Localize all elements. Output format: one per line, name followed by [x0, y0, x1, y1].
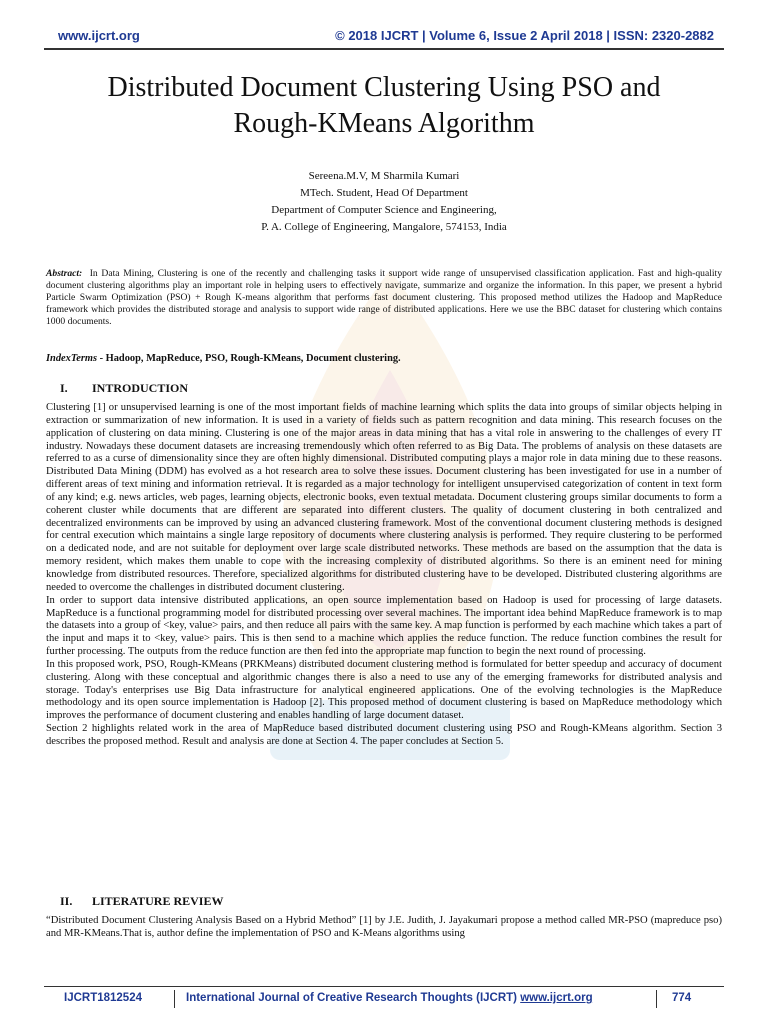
author-roles: MTech. Student, Head Of Department [300, 187, 468, 199]
section-number: II. [60, 894, 73, 908]
footer-journal-link[interactable]: www.ijcrt.org [520, 992, 593, 1004]
author-department: Department of Computer Science and Engineering, [271, 204, 497, 216]
header-divider [44, 48, 724, 50]
section-title: LITERATURE REVIEW [92, 894, 224, 908]
literature-review-body [46, 914, 722, 940]
footer-paper-id: IJCRT1812524 [64, 992, 142, 1004]
intro-paragraph-1: Clustering [1] or unsupervised learning is one of the most important fields of machine learning which splits the data into groups of similar objects helping in extraction or summarization of new information. It is used in a variety of fields such as pattern recognition and data mining. This research focuses on the application of clustering on data mining. Clustering is one of the major areas in data mining that has a vital role in answering to the challenges of every IT industry. Nowadays these document datasets are increasing tremendously which often referred to as Big Data. The problems of analysis on these datasets are referred to as a curse of dimensionality since they are often highly dimensional. Distributed computing plays a major role in data mining due to these reasons. Distributed Data Mining (DDM) has evolved as a hot research area to solve these issues. Document clustering has been investigated for use in a number of different areas of text mining and information retrieval. It is regarded as a major technology for intelligent unsupervised categorization of content in text form of any kind; e.g. news articles, web pages, learning objects, electronic books, even textual metadata. Document clustering groups similar documents to form a coherent cluster while documents that are different are separated into different clusters. The quality of document clustering in both centralized and decentralized environments can be improved by using an advanced clustering framework. Most of the conventional document clustering methods is designed for central execution which maintains a single large repository of documents where clustering analysis is performed. They require clustering to be performed on a dedicated node, and are not suitable for deployment over large scale distributed networks. These methods are based on the assumption that the data is memory resident, which makes them unable to cope with the increasing complexity of distributed algorithms. So there is an eminent need for mining knowledge from distributed resources. Therefore, specialized algorithms for distributed clustering have to be developed. Distributed clustering algorithms are needed to overcome the challenges in distributed document clustering. [46, 402, 722, 593]
lit-paragraph-1: “Distributed Document Clustering Analysis Based on a Hybrid Method” [1] by J.E. Judith, J. Jayakumari propose a method called MR-PSO (mapreduce pso) and MR-KMeans.That is, author define the implementation of PSO and K-Means algorithms using [46, 915, 722, 940]
paper-title-line-1: Distributed Document Clustering Using PSO and [107, 72, 661, 103]
index-terms-list: - Hadoop, MapReduce, PSO, Rough-KMeans, Document clustering. [97, 353, 401, 364]
section-number: I. [60, 381, 68, 395]
section-heading-literature-review [60, 894, 223, 909]
abstract-label: Abstract: [46, 268, 83, 279]
header-site-link[interactable]: www.ijcrt.org [58, 28, 140, 43]
section-title: INTRODUCTION [92, 381, 189, 395]
intro-paragraph-2: In order to support data intensive distributed applications, an open source implementation based on Hadoop is used for processing of large datasets. MapReduce is a functional programming model for distributed processing over several machines. The important idea behind MapReduce framework is to map the datasets into a group of <key, value> pairs, and then reduce all pairs with the same key. A map function is performed by each machine which takes a part of the input and maps it to <key, value> pairs. This is then send to a machine which applies the reduce function. The reduce function combines the result for further processing. The outputs from the reduce function are then fed into the appropriate map function to begin the next round of processing. [46, 594, 722, 658]
footer-page-number: 774 [672, 992, 692, 1004]
paper-title-line-2: Rough-KMeans Algorithm [233, 108, 535, 139]
index-terms-label: IndexTerms [46, 353, 97, 364]
paper-title [40, 70, 728, 142]
abstract-text: In Data Mining, Clustering is one of the recently and challenging tasks it support wide range of unsupervised classification application. Fast and high-quality document clustering algorithms play an important role in helping users to effectively navigate, summarize and organize the information. In this paper, we present a hybrid Particle Swarm Optimization (PSO) + Rough K-means algorithm that performs fast document clustering. This proposed method utilizes the Hadoop and MapReduce framework which provides the distributed storage and analysis to support wide range of distributed applications. Here we use the BBC dataset for clustering which contains 1000 documents. [46, 268, 723, 327]
footer-separator [656, 990, 657, 1008]
footer-divider [44, 986, 724, 987]
author-names: Sereena.M.V, M Sharmila Kumari [308, 170, 460, 182]
author-college: P. A. College of Engineering, Mangalore, 574153, India [261, 221, 507, 233]
index-terms [46, 352, 722, 365]
intro-paragraph-4: Section 2 highlights related work in the area of MapReduce based distributed document clustering using PSO and Rough-KMeans algorithm. Section 3 describes the proposed method. Result and analysis are done at Section 4. The paper concludes at Section 5. [46, 723, 722, 747]
intro-paragraph-3: In this proposed work, PSO, Rough-KMeans (PRKMeans) distributed document clustering method is formulated for better speedup and accuracy of document clustering. Along with these conceptual and algorithmic changes there is also a need to use any of the emerging frameworks for distributed analysis and storage. Today's enterprises use Big Data infrastructure for analytical engineered applications. One of the evolving technologies is the MapReduce methodology and its open source implementation is Hadoop [2]. This proposed method of document clustering is based on MapReduce methodology which improves the performance of document clustering and enables handling of large document dataset. [46, 658, 722, 722]
page-footer [44, 990, 724, 1008]
footer-separator [174, 990, 175, 1008]
author-block [40, 168, 728, 236]
abstract [46, 268, 722, 328]
introduction-body [46, 402, 722, 749]
footer-journal-name: International Journal of Creative Research Thoughts (IJCRT) [186, 992, 517, 1004]
page-header [44, 26, 724, 46]
header-issue-info: © 2018 IJCRT | Volume 6, Issue 2 April 2018 | ISSN: 2320-2882 [335, 28, 714, 43]
section-heading-introduction [60, 381, 188, 396]
footer-journal [186, 992, 593, 1004]
